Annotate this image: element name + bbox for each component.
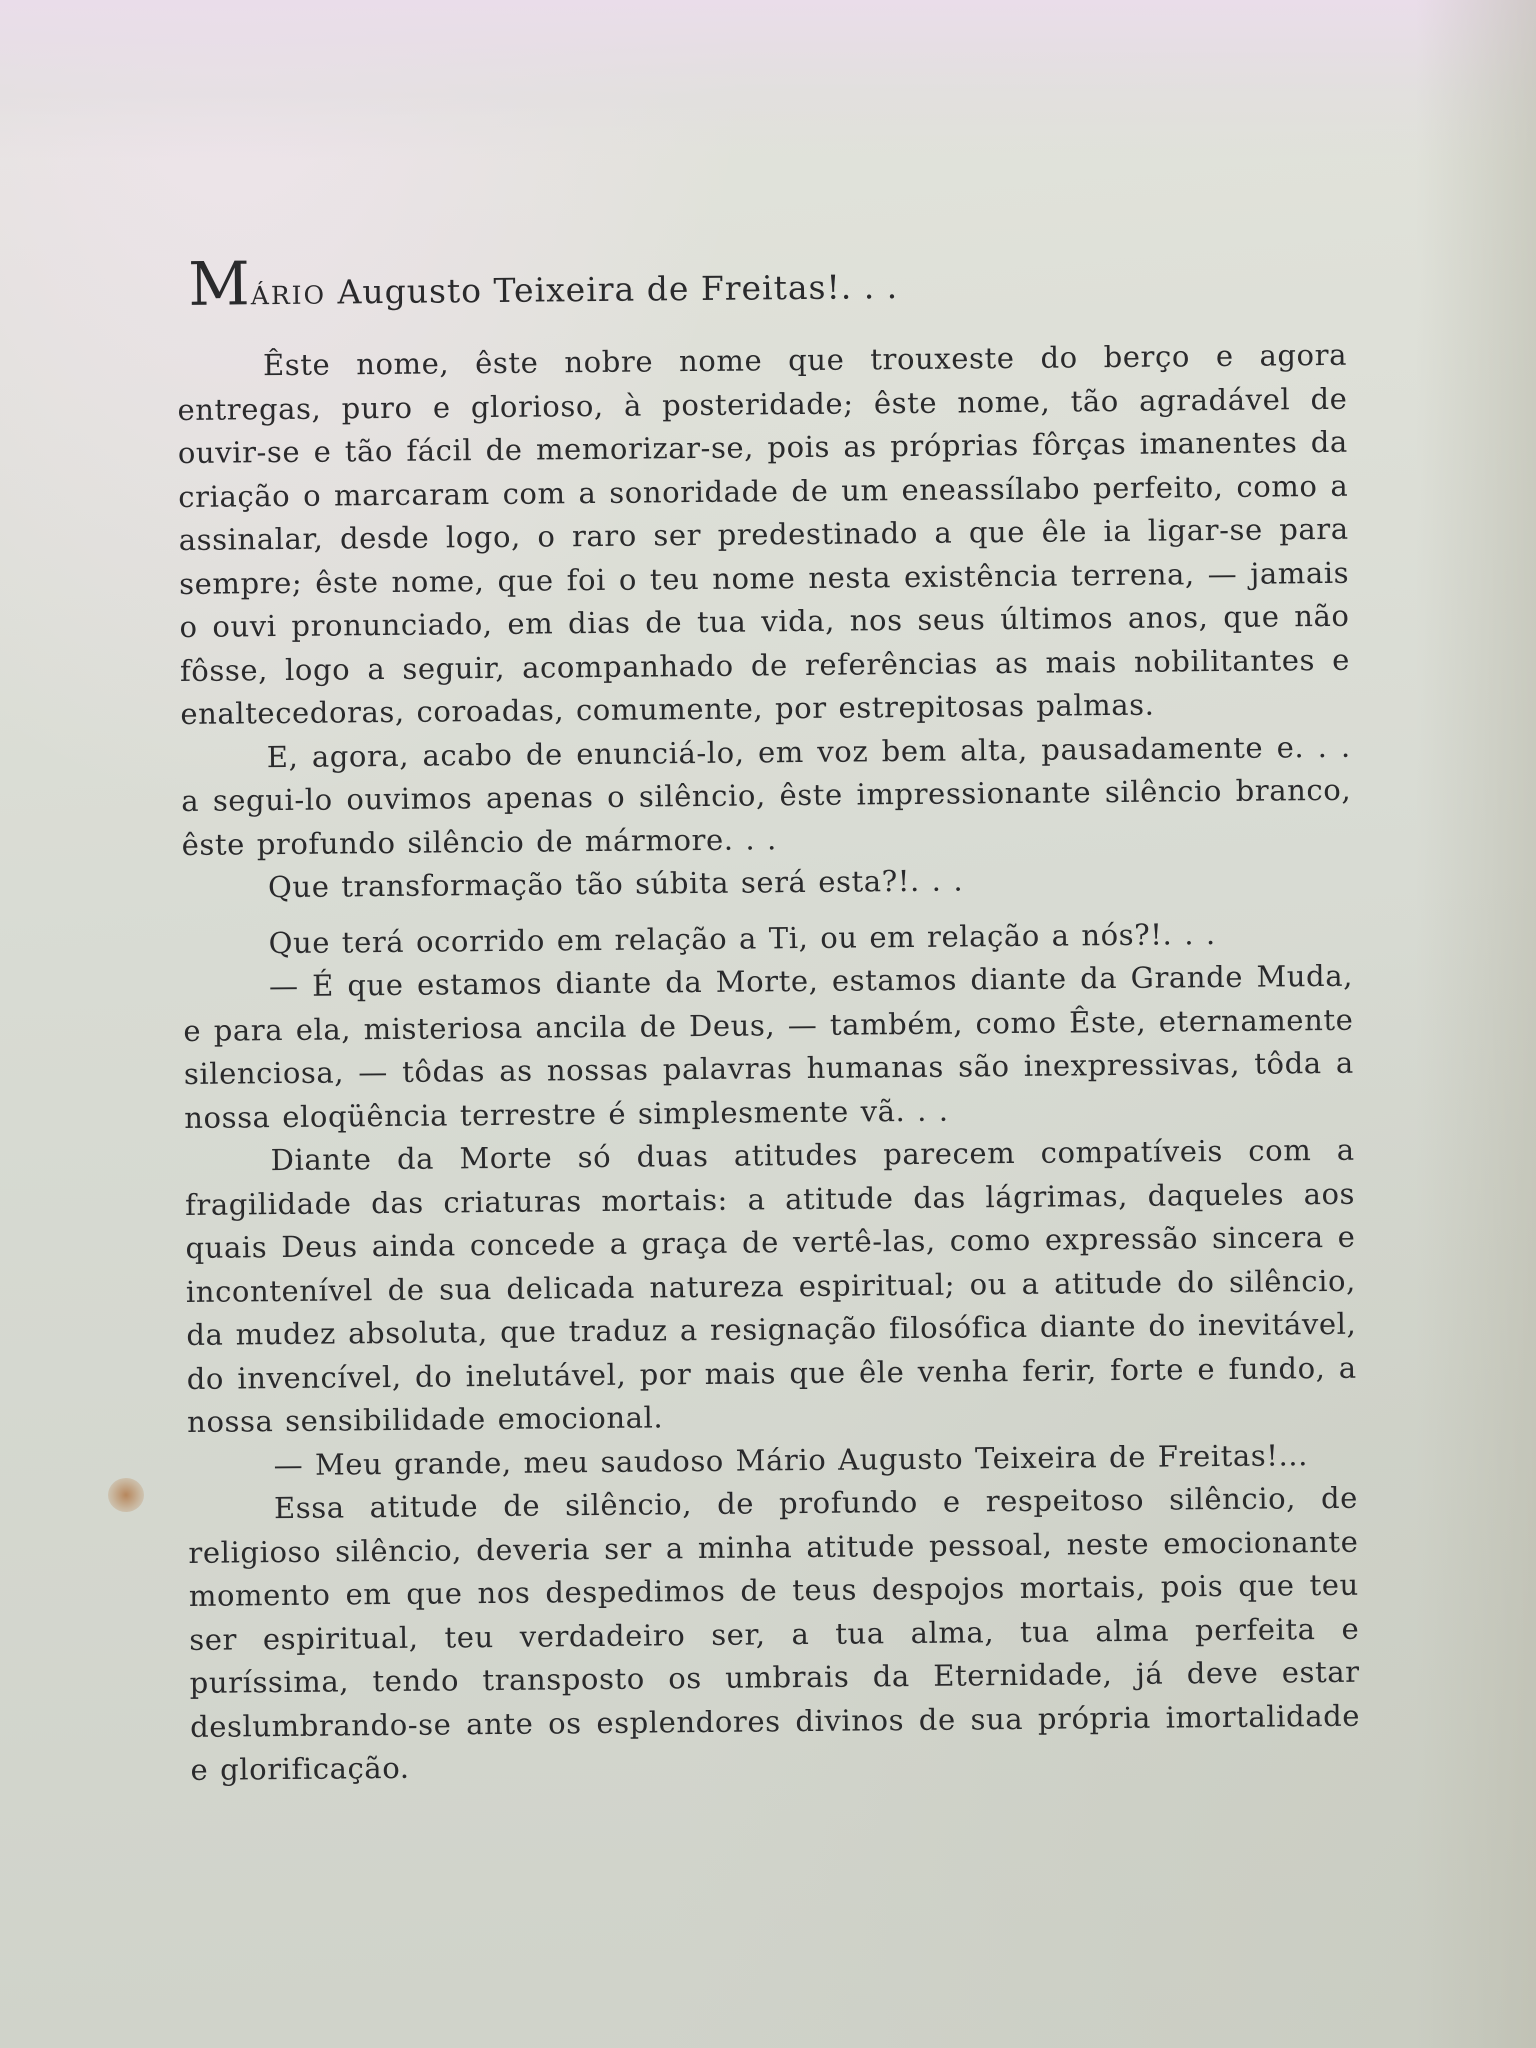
paragraph: Essa atitude de silêncio, de profundo e respeitoso silêncio, de religioso silêncio, deveria ser a minha atitude pessoal, neste emocionante momento em que nos despedimos de teus despojos mortais, pois que teu ser espiritual, teu verdadeiro ser, a tua alma, tua alma perfeita e puríssima, tendo transposto os umbrais da Eternidade, já deve estar deslumbrando-se ante os esplendores divinos de sua própria imortalidade e glorificação.: [188, 1480, 1361, 1787]
document-page: [176, 244, 1361, 1793]
heading-smallcaps: ÁRIO: [250, 280, 327, 311]
paragraph: E, agora, acabo de enunciá-lo, em voz bem alta, pausadamente e. . . a segui-lo ouvimos apenas o silêncio, êste impressionante silêncio branco, êste profundo silêncio de mármore. . .: [181, 729, 1352, 862]
heading-rest: Augusto Teixeira de Freitas!. . .: [325, 267, 899, 312]
page-heading: [187, 244, 1347, 320]
heading-initial: M: [187, 249, 252, 320]
paragraph: Que transformação tão súbita será esta?!. . .: [267, 863, 964, 905]
paper-stain: [108, 1478, 144, 1512]
paragraph: Diante da Morte só duas atitudes parecem compatíveis com a fragilidade das criaturas mortais: a atitude das lágrimas, daqueles aos quais Deus ainda concede a graça de vertê-las, como expressão sincera e incontenível de sua delicada natureza espiritual; ou a atitude do silêncio, da mudez absoluta, que traduz a resignação filosófica diante do inevitável, do invencível, do inelutável, por mais que êle venha ferir, forte e fundo, a nossa sensibilidade emocional.: [184, 1132, 1357, 1439]
paragraph: — É que estamos diante da Morte, estamos diante da Grande Muda, e para ela, misteriosa ancila de Deus, — também, como Êste, eternamente silenciosa, — tôdas as nossas palavras humanas são inexpressivas, tôda a nossa eloqüência terrestre é simplesmente vã. . .: [183, 958, 1354, 1135]
page-edge-shadow: [1416, 0, 1536, 2048]
paragraph: Que terá ocorrido em relação a Ti, ou em relação a nós?!. . .: [268, 916, 1216, 960]
paragraph: Êste nome, êste nobre nome que trouxeste do berço e agora entregas, puro e glorioso, à posteridade; êste nome, tão agradável de ouvir-se e tão fácil de memorizar-se, pois as próprias fôrças imanentes da criação o marcaram com a sonoridade de um eneassílabo perfeito, como a assinalar, desde logo, o raro ser predestinado a que êle ia ligar-se para sempre; êste nome, que foi o teu nome nesta existência terrena, — jamais o ouvi pronunciado, em dias de tua vida, nos seus últimos anos, que não fôsse, logo a seguir, acompanhado de referências as mais nobilitantes e enaltecedoras, coroadas, comumente, por estrepitosas palmas.: [177, 337, 1351, 731]
paragraph: — Meu grande, meu saudoso Mário Augusto Teixeira de Freitas!...: [273, 1437, 1309, 1482]
page-fold-shading: [0, 0, 1536, 160]
